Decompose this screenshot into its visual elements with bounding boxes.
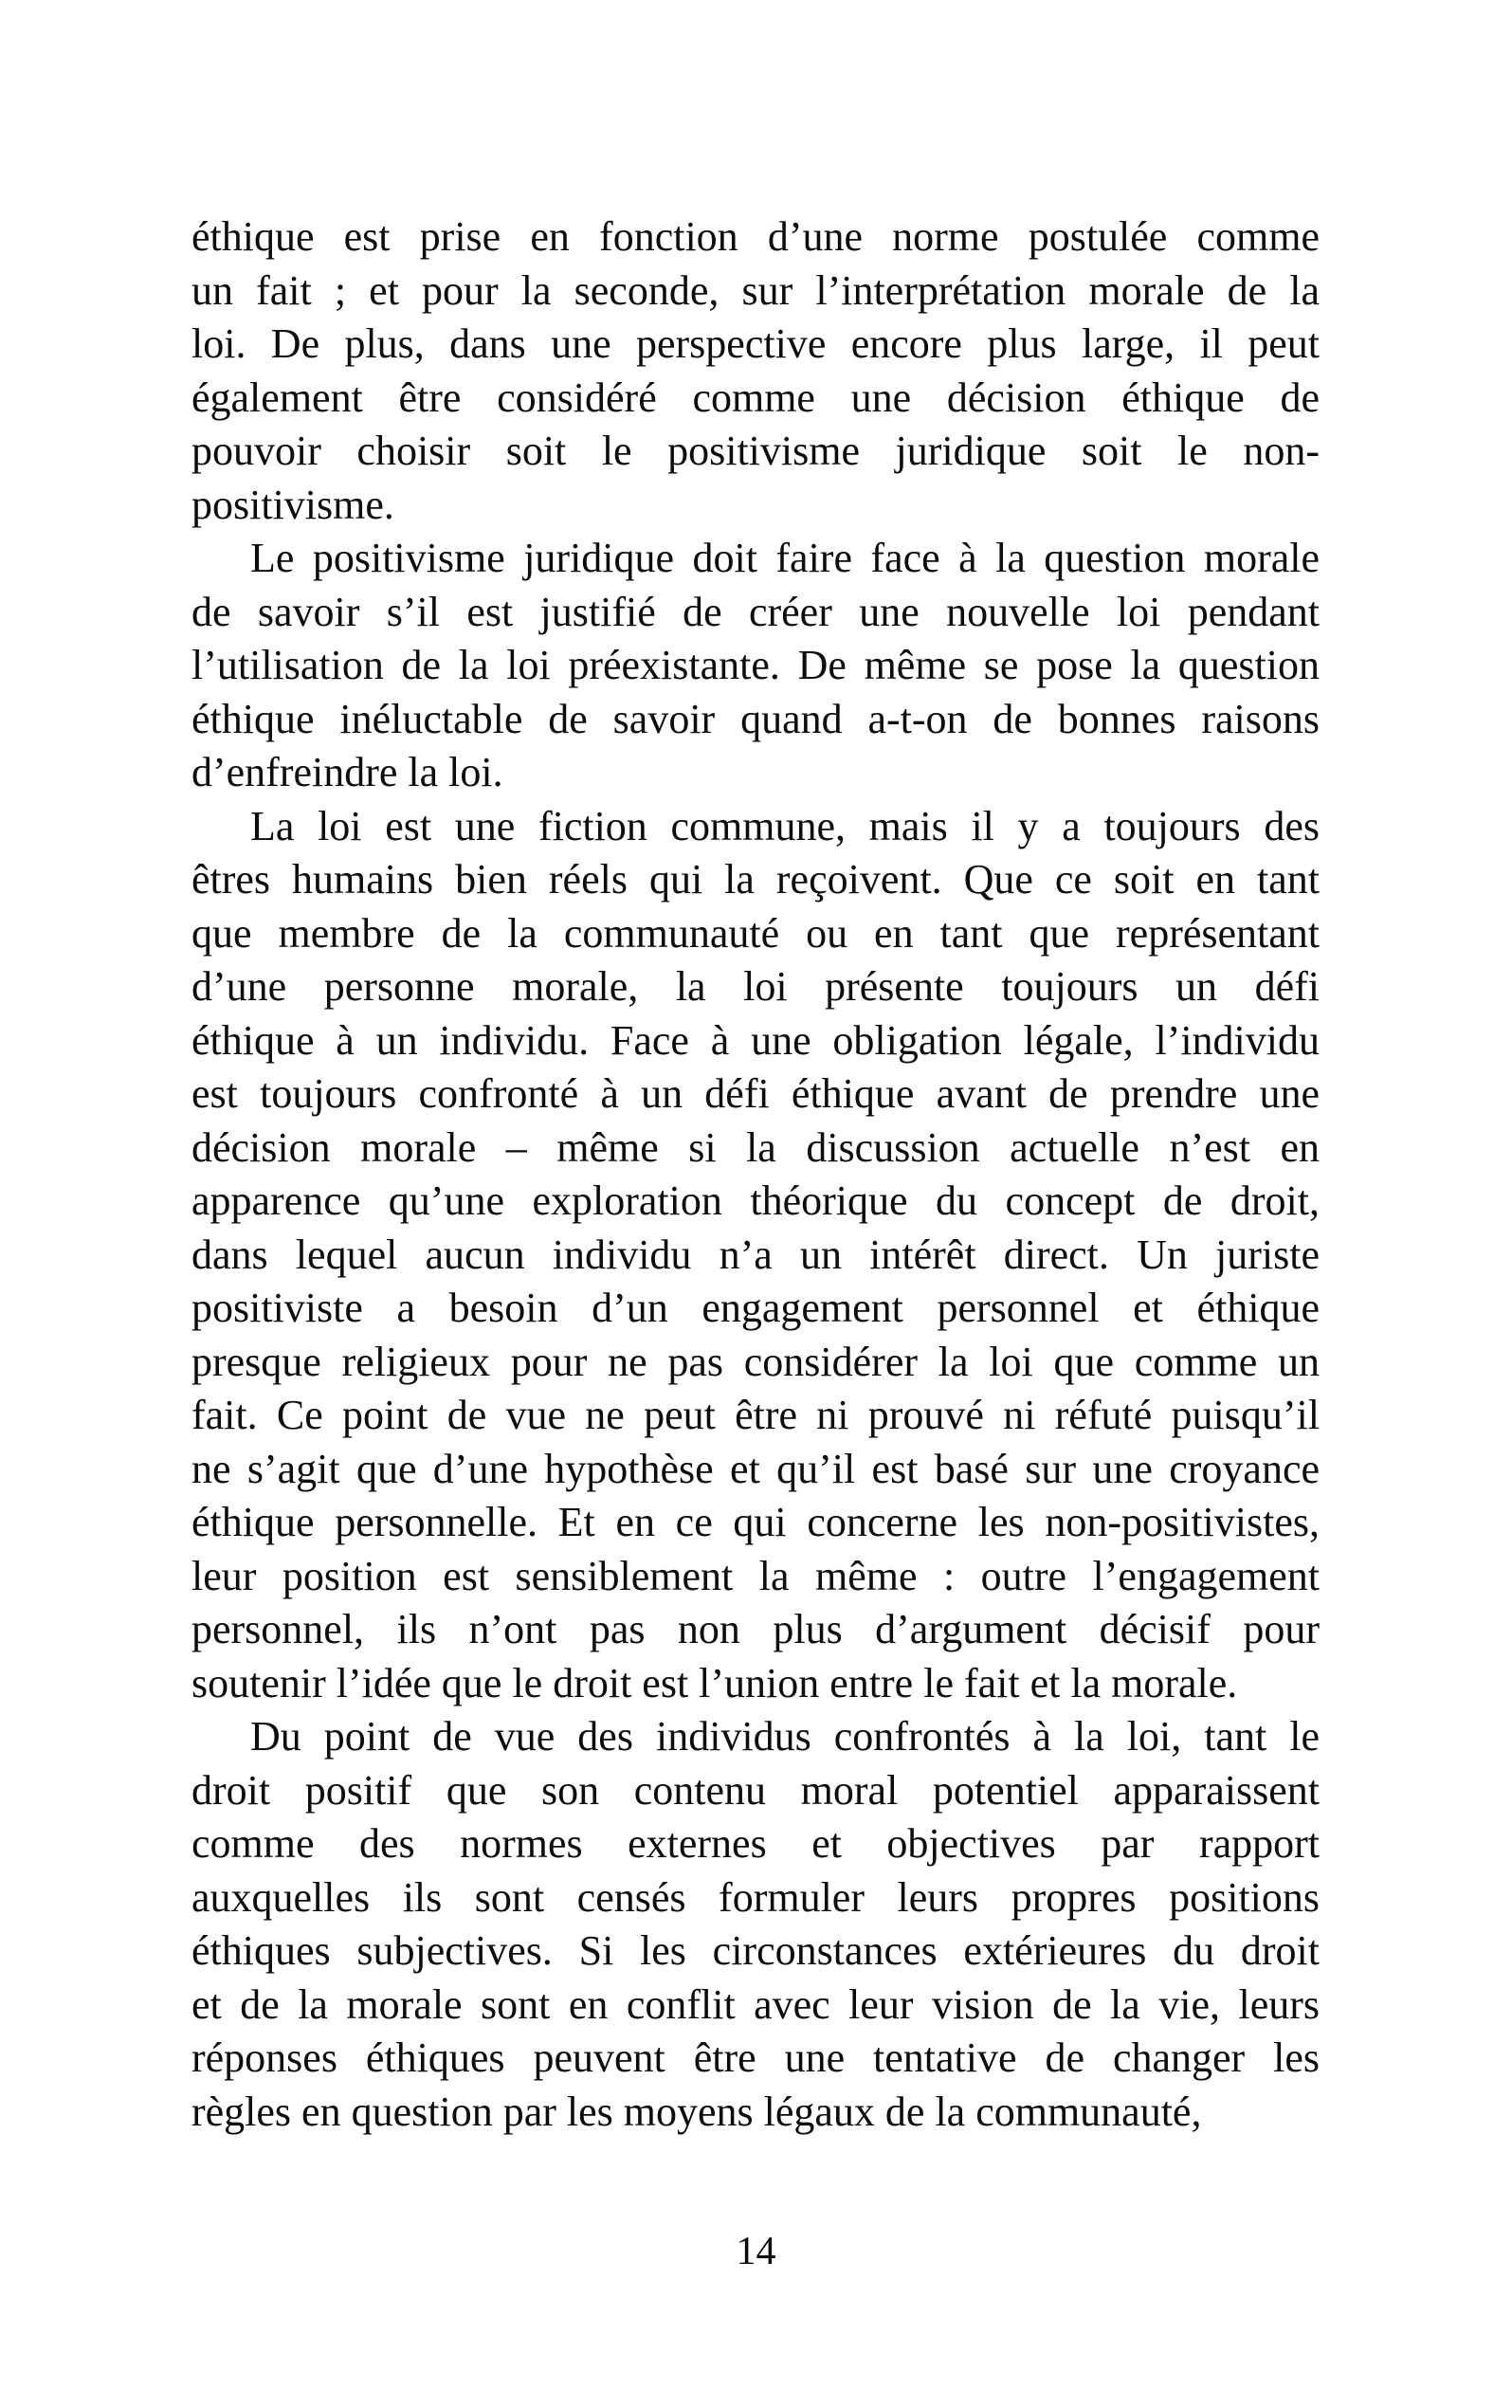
text-line: éthique est prise en fonction d’une norme postulée comme: [191, 213, 1320, 260]
page-number: 14: [736, 2230, 776, 2273]
text-line: éthique personnelle. Et en ce qui concerne les non-positivistes,: [191, 1499, 1320, 1545]
text-line: de savoir s’il est justifié de créer une nouvelle loi pendant: [191, 588, 1320, 635]
text-line: droit positif que son contenu moral potentiel apparaissent: [191, 1766, 1320, 1814]
text-line: réponses éthiques peuvent être une tentative de changer les: [191, 2034, 1320, 2081]
text-line: décision morale – même si la discussion actuelle n’est en: [191, 1123, 1320, 1171]
text-line: leur position est sensiblement la même : outre l’engagement: [191, 1552, 1320, 1599]
text-line: également être considéré comme une décision éthique de: [191, 374, 1320, 421]
text-line: et de la morale sont en conflit avec leur vision de la vie, leurs: [191, 1980, 1320, 2028]
text-line: que membre de la communauté ou en tant que représentant: [191, 909, 1320, 957]
text-line: loi. De plus, dans une perspective encore plus large, il peut: [191, 320, 1320, 367]
text-line: Du point de vue des individus confrontés à la loi, tant le: [250, 1713, 1320, 1760]
paragraph-1: [191, 210, 1320, 532]
text-line: auxquelles ils sont censés formuler leurs propres positions: [191, 1873, 1320, 1921]
text-line: positiviste a besoin d’un engagement personnel et éthique: [191, 1285, 1320, 1331]
text-line: êtres humains bien réels qui la reçoivent. Que ce soit en tant: [191, 856, 1320, 903]
text-line: l’utilisation de la loi préexistante. De même se pose la question: [191, 642, 1320, 688]
text-line: comme des normes externes et objectives par rapport: [191, 1820, 1320, 1867]
text-line: pouvoir choisir soit le positivisme juridique soit le non-: [191, 428, 1320, 474]
text-line: positivisme.: [191, 481, 394, 528]
paragraph-4: [191, 1710, 1320, 2139]
text-line: éthique inéluctable de savoir quand a-t-on de bonnes raisons: [191, 695, 1320, 742]
text-line: éthiques subjectives. Si les circonstances extérieures du droit: [191, 1927, 1320, 1974]
text-line: dans lequel aucun individu n’a un intérêt direct. Un juriste: [191, 1231, 1320, 1278]
text-line: est toujours confronté à un défi éthique avant de prendre une: [191, 1070, 1320, 1117]
text-line: d’enfreindre la loi.: [191, 749, 503, 795]
text-line: presque religieux pour ne pas considérer la loi que comme un: [191, 1338, 1320, 1385]
text-line: Le positivisme juridique doit faire face à la question morale: [250, 535, 1320, 581]
paragraph-3: [191, 800, 1320, 1711]
text-line: un fait ; et pour la seconde, sur l’interprétation morale de la: [191, 266, 1320, 314]
text-line: La loi est une fiction commune, mais il y a toujours des: [250, 802, 1320, 849]
text-line: soutenir l’idée que le droit est l’union entre le fait et la morale.: [191, 1659, 1238, 1706]
text-line: ne s’agit que d’une hypothèse et qu’il est basé sur une croyance: [191, 1445, 1320, 1492]
text-line: personnel, ils n’ont pas non plus d’argument décisif pour: [191, 1606, 1320, 1652]
text-line: fait. Ce point de vue ne peut être ni prouvé ni réfuté puisqu’il: [191, 1392, 1320, 1438]
text-line: d’une personne morale, la loi présente toujours un défi: [191, 963, 1320, 1010]
paragraph-2: [191, 532, 1320, 800]
page-text: [191, 210, 1320, 2139]
text-line: apparence qu’une exploration théorique du concept de droit,: [191, 1177, 1320, 1224]
text-line: éthique à un individu. Face à une obligation légale, l’individu: [191, 1016, 1320, 1064]
text-line: règles en question par les moyens légaux de la communauté,: [191, 2088, 1202, 2135]
